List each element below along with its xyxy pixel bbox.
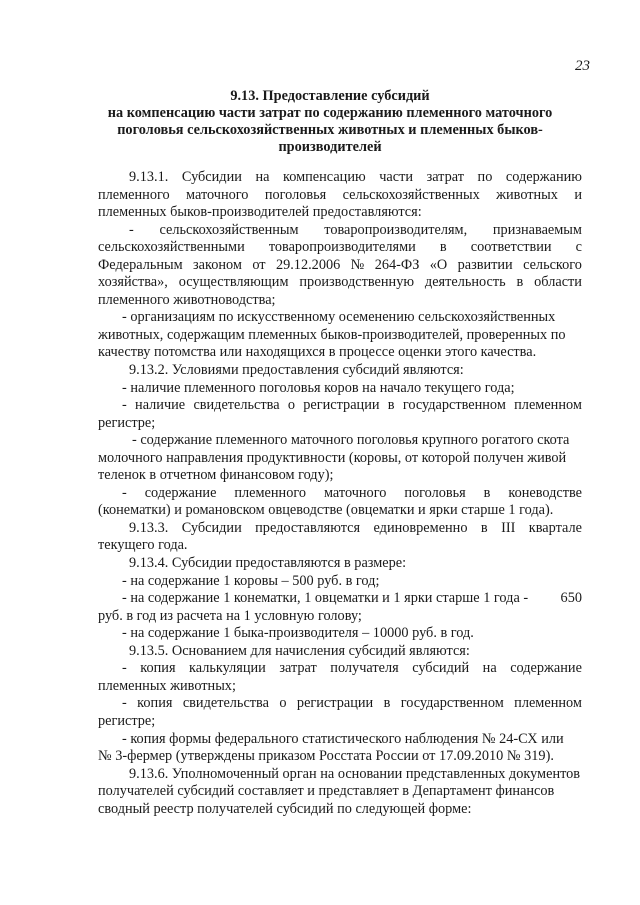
line-word: копия <box>137 695 173 712</box>
line-word: признаваемым <box>492 221 582 238</box>
text-line: (конематки) и романовском овцеводстве (овцематки и ярки старше 1 года). <box>98 502 554 519</box>
text-line: руб. в год из расчета на 1 условную голову; <box>98 607 362 624</box>
text-line: племенных быков-производителей предоставляются: <box>98 204 422 221</box>
line-word: с <box>575 239 582 256</box>
text-line: - на содержание 1 быка-производителя – 10000 руб. в год. <box>122 625 474 642</box>
line-word: 650 <box>560 590 582 607</box>
line-word: товаропроизводителями <box>268 239 416 256</box>
line-word: в <box>516 274 524 291</box>
line-word: деятельность <box>424 274 506 291</box>
line-word: получателя <box>330 660 399 677</box>
line-word: содержание <box>144 484 217 501</box>
line-word: свидетельства <box>182 695 269 712</box>
line-word: в <box>480 519 488 536</box>
text-line <box>98 450 582 468</box>
page-number: 23 <box>575 58 590 74</box>
text-line: текущего года. <box>98 537 188 554</box>
text-line: племенных животных; <box>98 677 236 694</box>
section-heading <box>95 88 565 156</box>
text-line <box>98 695 582 713</box>
line-word: осуществляющим <box>178 274 289 291</box>
text-line: регистре; <box>98 414 156 431</box>
line-word: животных <box>496 186 558 203</box>
line-word: 9.13.3. <box>129 519 169 536</box>
text-line <box>98 520 582 538</box>
line-word: животных, содержащим племенных быков-производителей, проверенных по <box>98 326 566 343</box>
line-word: в <box>483 484 491 501</box>
line-word: поголовья <box>404 484 466 501</box>
line-word: молочного направления продуктивности (коровы, от которой получен живой <box>98 449 567 466</box>
line-word: - <box>122 695 127 712</box>
line-word: регистрации <box>296 695 374 712</box>
text-line <box>98 432 582 450</box>
line-word: коневодстве <box>508 484 582 501</box>
line-word: товаропроизводителям, <box>324 221 468 238</box>
text-line <box>98 169 582 187</box>
line-word: производственную <box>299 274 415 291</box>
line-word: единовременно <box>373 519 468 536</box>
line-word: затрат <box>426 169 464 185</box>
line-word: маточного <box>186 186 249 203</box>
text-line <box>98 274 582 292</box>
line-word: III <box>501 519 516 536</box>
line-word: копия <box>140 660 176 677</box>
heading-line: поголовья сельскохозяйственных животных и племенных быков- <box>117 122 543 138</box>
line-word: племенного <box>234 484 307 501</box>
line-word: - <box>122 397 127 414</box>
line-word: калькуляции <box>189 660 266 677</box>
line-word: регистрации <box>303 397 380 414</box>
line-word: государственном <box>402 397 506 414</box>
line-word: на <box>482 660 497 677</box>
text-line: теленок в отчетном финансовом году); <box>98 467 334 484</box>
line-word: в <box>383 695 391 712</box>
text-line: 9.13.5. Основанием для начисления субсидий являются: <box>129 642 470 659</box>
text-line <box>98 766 582 784</box>
text-line: регистре; <box>98 712 156 729</box>
text-line <box>98 327 582 345</box>
heading-line: производителей <box>278 139 382 155</box>
line-word: по <box>477 169 493 185</box>
line-word: предоставляются <box>255 519 361 536</box>
line-word: законом <box>193 256 242 273</box>
text-line: 9.13.2. Условиями предоставления субсидий являются: <box>129 362 464 379</box>
line-word: 29.12.2006 <box>275 256 341 273</box>
text-line <box>98 590 582 608</box>
line-word: 264-ФЗ <box>374 256 420 273</box>
line-word: Субсидии <box>181 169 242 185</box>
line-word: поголовья <box>264 186 327 203</box>
text-line: - на содержание 1 коровы – 500 руб. в год; <box>122 572 380 589</box>
line-word: сельскохозяйственными <box>98 239 245 256</box>
text-line <box>98 222 582 240</box>
document-body <box>98 169 582 818</box>
line-word: части <box>379 169 413 185</box>
line-word: 9.13.1. <box>129 169 169 185</box>
text-line <box>98 783 582 801</box>
line-word: - организациям по искусственному осеменению сельскохозяйственных <box>122 309 556 326</box>
text-line <box>98 239 582 257</box>
text-line <box>98 731 582 749</box>
line-word: «О <box>429 256 448 273</box>
text-line: 9.13.4. Субсидии предоставляются в размере: <box>129 555 407 572</box>
text-line <box>98 257 582 275</box>
line-word: о <box>279 695 287 712</box>
heading-line: на компенсацию части затрат по содержанию племенного маточного <box>107 105 553 121</box>
text-line <box>98 187 582 205</box>
line-word: - <box>122 484 127 501</box>
line-word: в <box>439 239 447 256</box>
line-word: хозяйства», <box>98 274 168 291</box>
line-word: - <box>122 660 127 677</box>
heading-line: 9.13. Предоставление субсидий <box>230 88 430 104</box>
line-word: сельскохозяйственным <box>159 221 299 238</box>
text-line: племенного животноводства; <box>98 291 276 308</box>
line-word: племенном <box>514 695 582 712</box>
line-word: получателей субсидий составляет и представляет в Департамент финансов <box>98 783 555 800</box>
line-word: свидетельства <box>193 397 280 414</box>
line-word: о <box>287 397 295 414</box>
line-word: государственном <box>400 695 504 712</box>
text-line: - наличие племенного поголовья коров на начало текущего года; <box>122 379 515 396</box>
line-word: на <box>255 169 270 185</box>
line-word: племенном <box>514 397 582 414</box>
line-word: сельского <box>523 256 582 273</box>
text-line <box>98 397 582 415</box>
line-word: в <box>387 397 395 414</box>
line-word: области <box>534 274 582 291</box>
line-word: № <box>350 256 365 273</box>
text-line <box>98 309 582 327</box>
line-word: - копия формы федерального статистического наблюдения № 24-СХ или <box>122 730 564 747</box>
line-word: племенного <box>98 186 170 203</box>
line-word: маточного <box>323 484 387 501</box>
text-line <box>98 660 582 678</box>
line-word: содержанию <box>505 169 582 185</box>
line-word: квартале <box>528 519 582 536</box>
line-word: наличие <box>135 397 186 414</box>
text-line: № 3-фермер (утверждены приказом Росстата России от 17.09.2010 № 319). <box>98 748 554 765</box>
line-word: Субсидии <box>181 519 242 536</box>
text-line: качеству потомства или находящихся в процессе оценки этого качества. <box>98 344 537 361</box>
line-word: Федеральным <box>98 256 183 273</box>
line-word: - на содержание 1 конематки, 1 овцематки и 1 ярки старше 1 года - <box>122 590 529 607</box>
line-word: и <box>574 186 582 203</box>
line-word: развитии <box>457 256 513 273</box>
line-word: от <box>252 256 266 273</box>
line-word: затрат <box>279 660 317 677</box>
line-word: 9.13.6. Уполномоченный орган на основании представленных документов <box>129 765 581 782</box>
line-word: соответствии <box>470 239 552 256</box>
text-line: сводный реестр получателей субсидий по следующей форме: <box>98 800 472 817</box>
line-word: сельскохозяйственных <box>342 186 480 203</box>
line-word: субсидий <box>412 660 470 677</box>
line-word: компенсацию <box>283 169 366 185</box>
text-line <box>98 485 582 503</box>
line-word: содержание <box>510 660 582 677</box>
line-word: - <box>129 221 134 238</box>
line-word: - содержание племенного маточного поголовья крупного рогатого скота <box>132 432 570 449</box>
